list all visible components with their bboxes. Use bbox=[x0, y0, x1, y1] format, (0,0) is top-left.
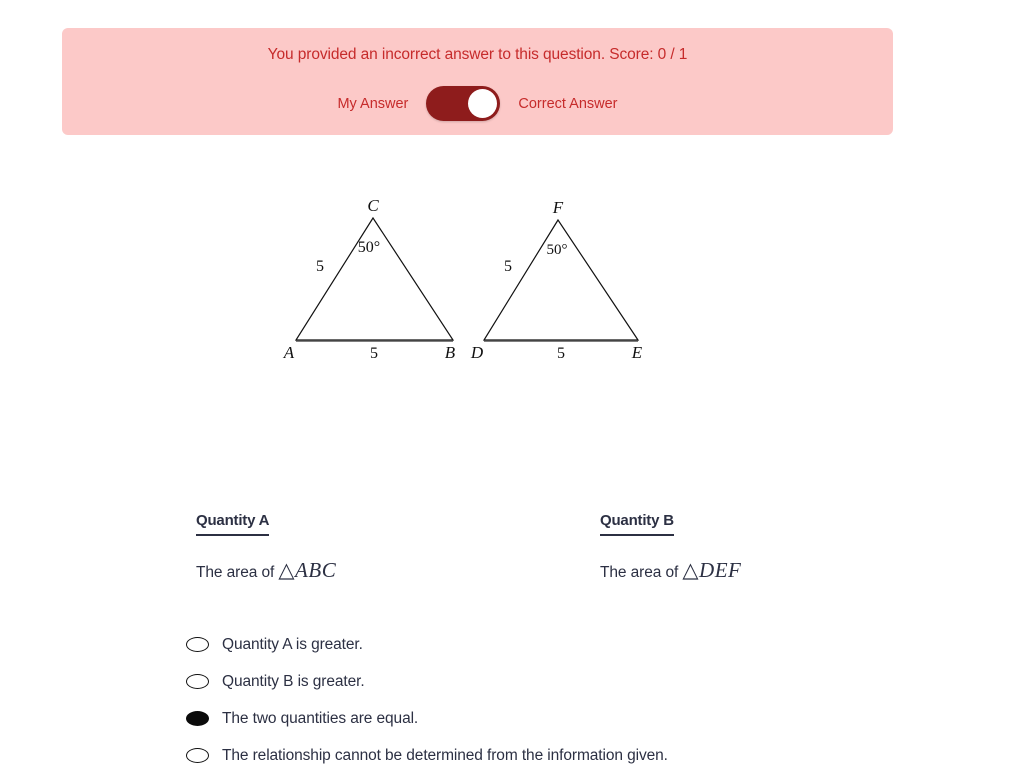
quantity-b-column bbox=[600, 512, 741, 583]
answer-option-label-3: The relationship cannot be determined from the information given. bbox=[222, 746, 668, 764]
side-label-de: 5 bbox=[557, 345, 565, 362]
quantity-b-vertices: DEF bbox=[699, 558, 742, 582]
my-answer-label: My Answer bbox=[337, 95, 409, 112]
vertex-label-a: A bbox=[283, 343, 295, 362]
vertex-label-e: E bbox=[631, 343, 643, 362]
quantity-b-prefix: The area of bbox=[600, 564, 683, 581]
feedback-banner bbox=[62, 28, 893, 135]
answer-option-1[interactable] bbox=[186, 663, 986, 700]
quantity-b-expression bbox=[600, 558, 741, 583]
quantity-comparison bbox=[0, 512, 1024, 602]
side-label-ac: 5 bbox=[316, 258, 324, 275]
quantity-b-math bbox=[682, 558, 741, 582]
triangle-def bbox=[470, 198, 643, 362]
answer-option-label-1: Quantity B is greater. bbox=[222, 672, 365, 690]
answer-option-2[interactable] bbox=[186, 700, 986, 737]
triangle-symbol-a: △ bbox=[278, 558, 296, 582]
triangle-abc bbox=[283, 196, 456, 362]
answer-options-list bbox=[186, 626, 986, 774]
vertex-label-f: F bbox=[552, 198, 564, 217]
vertex-label-d: D bbox=[470, 343, 484, 362]
triangle-def-outline bbox=[484, 220, 638, 340]
angle-label-f: 50° bbox=[546, 242, 568, 258]
side-label-df: 5 bbox=[504, 258, 512, 275]
vertex-label-c: C bbox=[367, 196, 379, 215]
answer-toggle-row bbox=[62, 86, 893, 121]
radio-button-3[interactable] bbox=[186, 748, 209, 763]
triangle-symbol-b: △ bbox=[682, 558, 700, 582]
angle-label-c: 50° bbox=[357, 239, 381, 256]
vertex-label-b: B bbox=[444, 343, 456, 362]
quantity-a-column bbox=[196, 512, 336, 583]
quantity-a-prefix: The area of bbox=[196, 564, 279, 581]
quantity-a-heading: Quantity A bbox=[196, 512, 269, 536]
answer-option-0[interactable] bbox=[186, 626, 986, 663]
triangle-abc-outline bbox=[296, 218, 453, 340]
radio-button-1[interactable] bbox=[186, 674, 209, 689]
answer-option-label-2: The two quantities are equal. bbox=[222, 709, 419, 727]
geometry-figure bbox=[0, 185, 1024, 385]
feedback-message: You provided an incorrect answer to this question. Score: 0 / 1 bbox=[267, 46, 688, 63]
correct-answer-label: Correct Answer bbox=[518, 95, 618, 112]
answer-option-label-0: Quantity A is greater. bbox=[222, 635, 363, 653]
quantity-a-math bbox=[278, 558, 336, 582]
answer-option-3[interactable] bbox=[186, 737, 986, 774]
toggle-knob bbox=[468, 89, 497, 118]
my-answer-correct-answer-toggle[interactable] bbox=[426, 86, 500, 121]
quantity-a-expression bbox=[196, 558, 336, 583]
side-label-ab: 5 bbox=[370, 345, 378, 362]
triangles-svg bbox=[0, 185, 1024, 385]
radio-button-2[interactable] bbox=[186, 711, 209, 726]
quantity-a-vertices: ABC bbox=[295, 558, 337, 582]
quantity-b-heading: Quantity B bbox=[600, 512, 674, 536]
radio-button-0[interactable] bbox=[186, 637, 209, 652]
